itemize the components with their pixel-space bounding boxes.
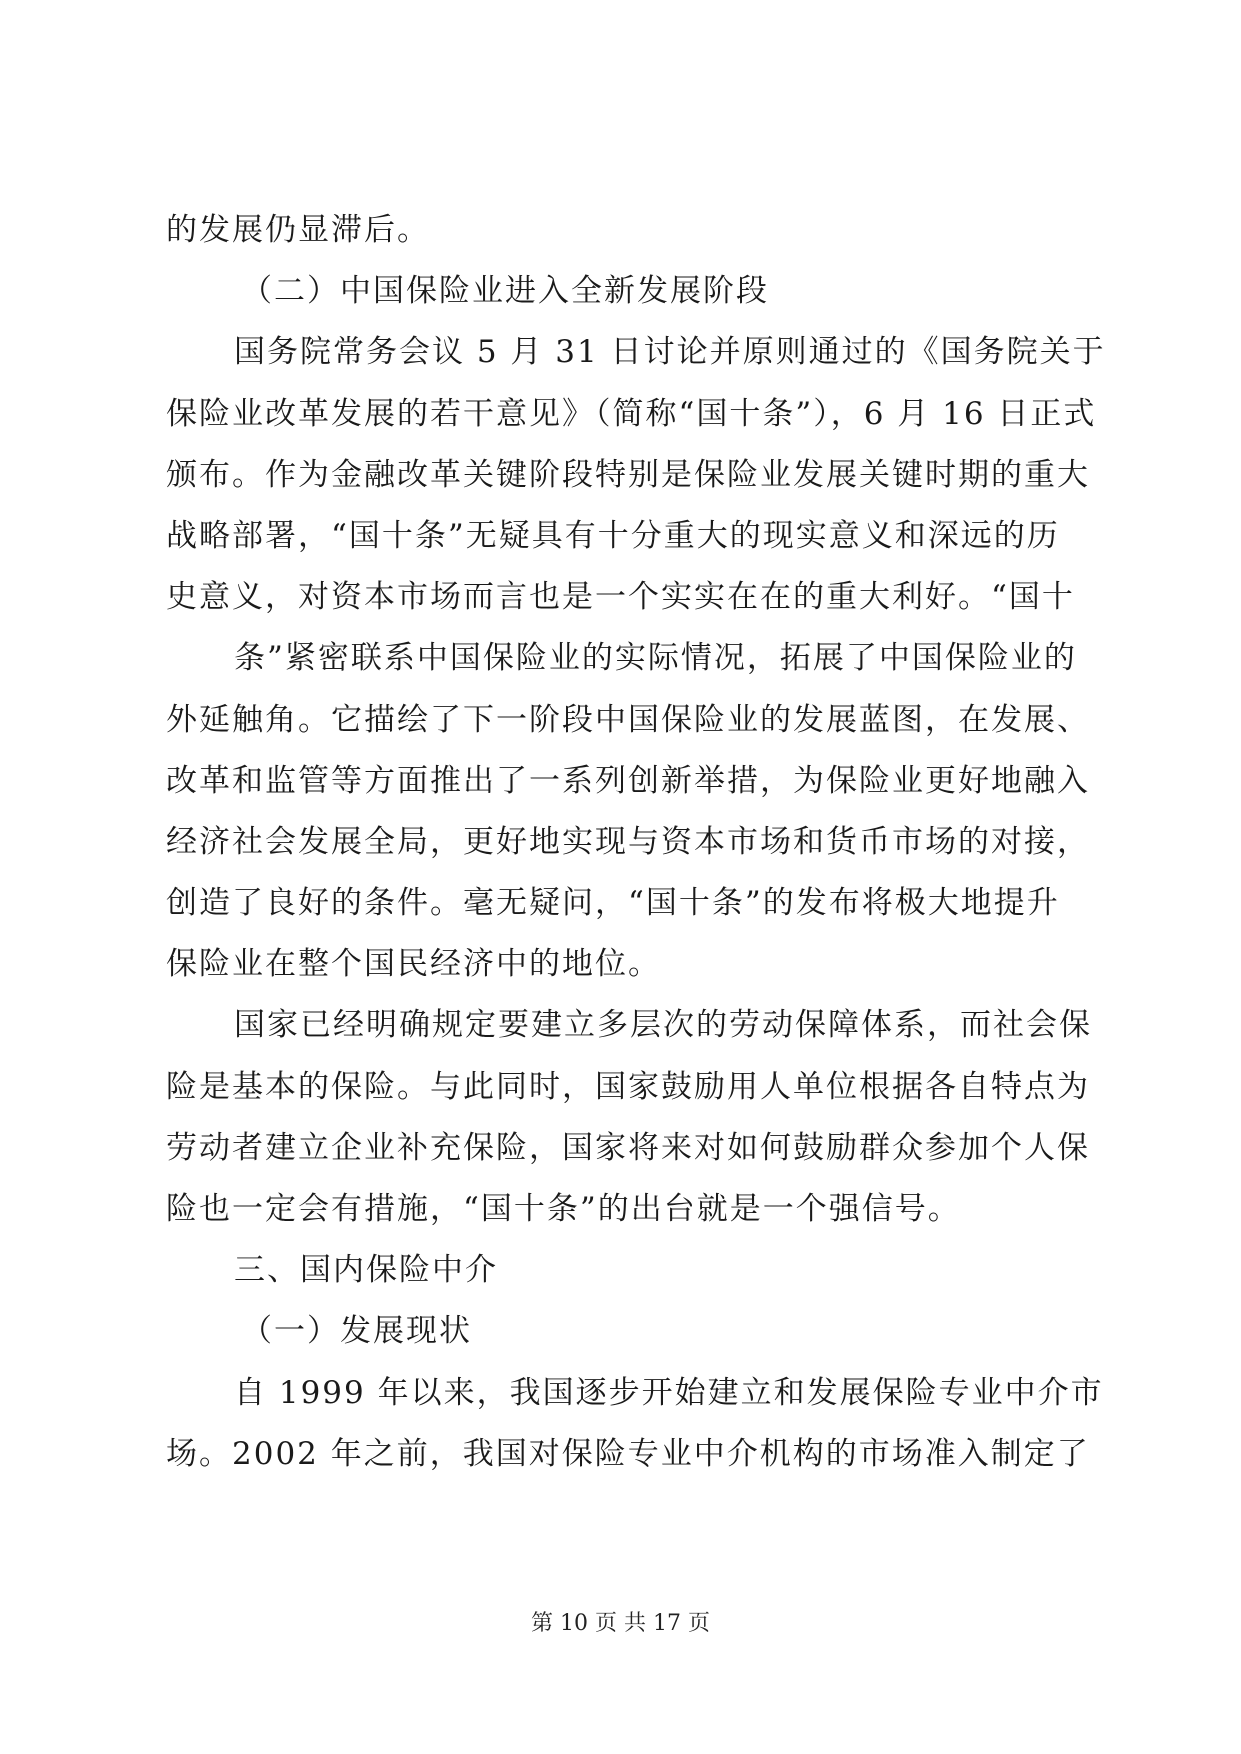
text-line: 经济社会发展全局，更好地实现与资本市场和货币市场的对接， <box>166 823 1090 860</box>
text-line: 史意义，对资本市场而言也是一个实实在在的重大利好。“国十 <box>166 579 1075 616</box>
text-line: 劳动者建立企业补充保险，国家将来对如何鼓励群众参加个人保 <box>166 1129 1090 1166</box>
text-line: 场。2002 年之前，我国对保险专业中介机构的市场准入制定了 <box>166 1435 1090 1472</box>
text-line: （一）发展现状 <box>241 1313 472 1350</box>
text-line: 的发展仍显滞后。 <box>166 212 430 248</box>
text-line: 改革和监管等方面推出了一系列创新举措，为保险业更好地融入 <box>166 762 1090 799</box>
text-line: 国务院常务会议 5 月 31 日讨论并原则通过的《国务院关于 <box>234 334 1106 371</box>
text-line: 战略部署，“国十条”无疑具有十分重大的现实意义和深远的历 <box>166 517 1060 554</box>
text-line: 保险业改革发展的若干意见》（简称“国十条”），6 月 16 日正式 <box>166 395 1097 432</box>
text-line: 颁布。作为金融改革关键阶段特别是保险业发展关键时期的重大 <box>166 456 1090 493</box>
text-line: 险也一定会有措施，“国十条”的出台就是一个强信号。 <box>166 1191 961 1227</box>
text-line: （二）中国保险业进入全新发展阶段 <box>241 273 769 310</box>
text-line: 条”紧密联系中国保险业的实际情况，拓展了中国保险业的 <box>234 640 1077 677</box>
document-body <box>166 200 1106 1485</box>
text-line: 外延触角。它描绘了下一阶段中国保险业的发展蓝图，在发展、 <box>166 701 1090 738</box>
text-line: 创造了良好的条件。毫无疑问，“国十条”的发布将极大地提升 <box>166 885 1060 922</box>
page-number-footer: 第 10 页 共 17 页 <box>531 1611 710 1636</box>
text-line: 险是基本的保险。与此同时，国家鼓励用人单位根据各自特点为 <box>166 1068 1090 1105</box>
text-line: 国家已经明确规定要建立多层次的劳动保障体系，而社会保 <box>234 1007 1092 1044</box>
text-line: 自 1999 年以来，我国逐步开始建立和发展保险专业中介市 <box>234 1374 1104 1411</box>
text-line: 三、国内保险中介 <box>234 1252 498 1289</box>
text-line: 保险业在整个国民经济中的地位。 <box>166 946 661 983</box>
